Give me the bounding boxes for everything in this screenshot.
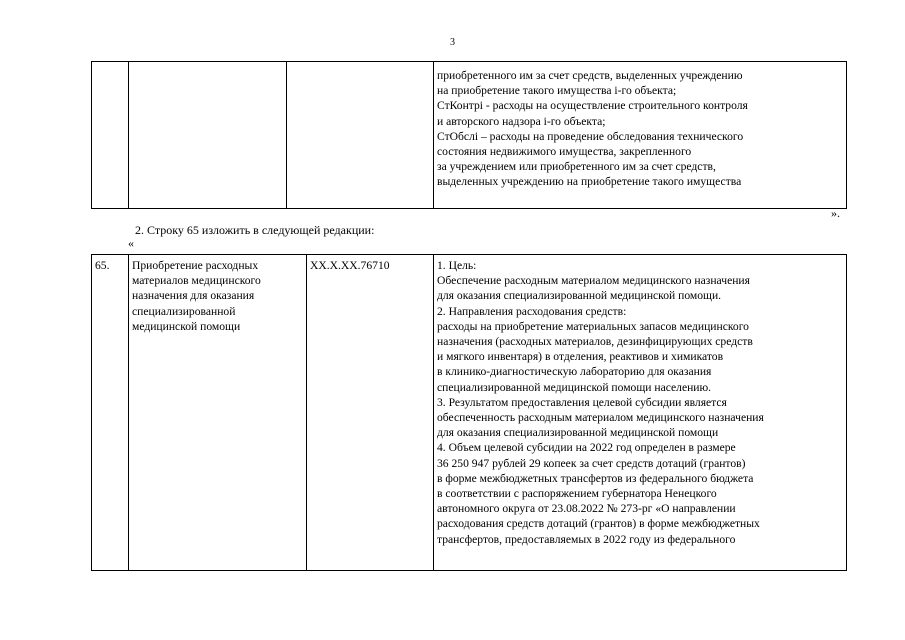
name-line: Приобретение расходных [132, 259, 259, 272]
amendment-instruction: 2. Строку 65 изложить в следующей редакции: [135, 223, 375, 237]
description-line: расходования средств дотаций (грантов) в форме межбюджетных [437, 517, 760, 531]
name-line: специализированной [132, 304, 236, 318]
description-line: специализированной медицинской помощи населению. [437, 380, 712, 394]
table-row [92, 255, 847, 571]
description-line: СтКонтрi - расходы на осуществление строительного контроля [437, 99, 748, 113]
name-cell [129, 255, 307, 571]
description-line: приобретенного им за счет средств, выделенных учреждению [437, 69, 743, 82]
name-line: назначения для оказания [132, 289, 255, 303]
description-line: трансфертов, предоставляемых в 2022 году из федерального [437, 532, 736, 546]
description-line: на приобретение такого имущества i-го объекта; [437, 84, 677, 98]
code-cell [287, 62, 434, 209]
code-cell: XX.X.XX.76710 [307, 255, 434, 571]
description-line: и мягкого инвентаря) в отделения, реактивов и химикатов [437, 350, 724, 364]
description-line: назначения (расходных материалов, дезинфицирующих средств [437, 335, 753, 349]
description-line: 1. Цель: [437, 259, 477, 272]
closing-quote: ». [831, 206, 840, 220]
opening-quote: « [128, 236, 134, 250]
description-line: в форме межбюджетных трансфертов из федерального бюджета [437, 471, 754, 485]
description-line: 4. Объем целевой субсидии на 2022 год определен в размере [437, 441, 736, 455]
description-line: расходы на приобретение материальных запасов медицинского [437, 319, 749, 333]
name-line: медицинской помощи [132, 319, 241, 333]
name-cell [129, 62, 287, 209]
description-line: СтОбслi – расходы на проведение обследования технического [437, 129, 744, 143]
description-line: в соответствии с распоряжением губернатора Ненецкого [437, 487, 717, 501]
description-cell [434, 255, 847, 571]
description-line: состояния недвижимого имущества, закрепленного [437, 145, 692, 159]
description-line: и авторского надзора i-го объекта; [437, 114, 606, 128]
description-line: в клинико-диагностическую лабораторию для оказания [437, 365, 712, 379]
description-line: 36 250 947 рублей 29 копеек за счет средств дотаций (грантов) [437, 456, 746, 470]
description-line: для оказания специализированной медицинской помощи [437, 426, 719, 440]
row-65-table [91, 254, 847, 571]
description-line: автономного округа от 23.08.2022 № 273-рг «О направлении [437, 502, 736, 516]
name-line: материалов медицинского [132, 274, 261, 288]
description-line: обеспеченность расходным материалом медицинского назначения [437, 411, 764, 425]
description-cell [434, 62, 847, 209]
description-line: 3. Результатом предоставления целевой субсидии является [437, 395, 727, 409]
previous-row-table [91, 61, 847, 209]
description-line: для оказания специализированной медицинской помощи. [437, 289, 722, 303]
number-cell: 65. [92, 255, 129, 571]
number-cell [92, 62, 129, 209]
description-line: за учреждением или приобретенного им за счет средств, [437, 160, 716, 174]
description-line: Обеспечение расходным материалом медицинского назначения [437, 274, 750, 288]
page-number: 3 [450, 37, 455, 48]
table-row [92, 62, 847, 209]
description-line: выделенных учреждению на приобретение такого имущества [437, 175, 742, 189]
description-line: 2. Направления расходования средств: [437, 304, 627, 318]
